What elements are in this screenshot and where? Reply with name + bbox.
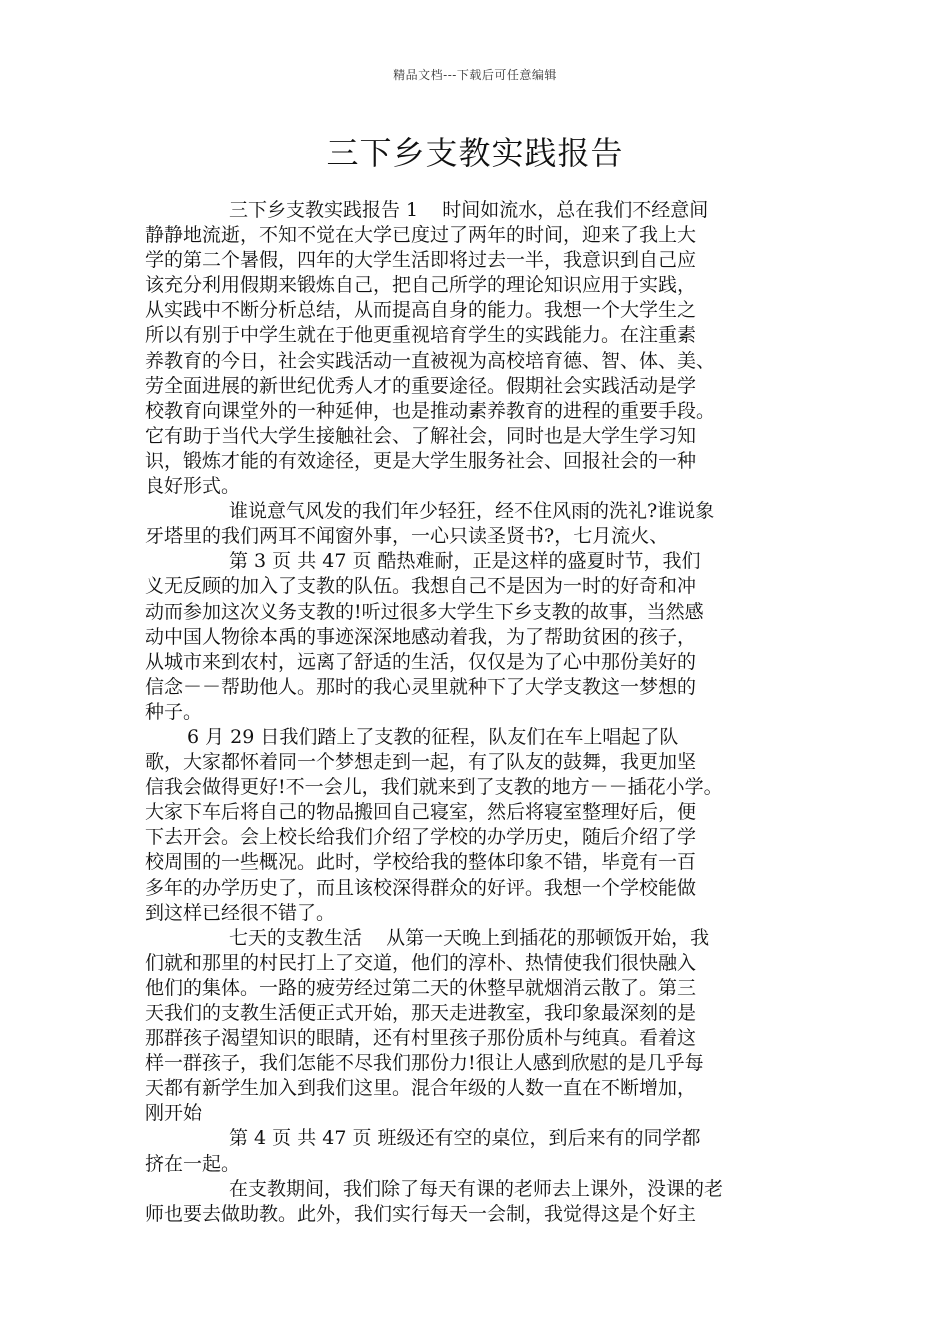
text-line: 校教育向课堂外的一种延伸，也是推动素养教育的进程的重要手段。 [145,399,716,422]
text-line: 动而参加这次义务支教的!听过很多大学生下乡支教的故事，当然感 [145,600,704,623]
text-line: 下去开会。会上校长给我们介绍了学校的办学历史，随后介绍了学 [145,826,697,849]
page-header-note: 精品文档---下载后可任意编辑 [393,68,557,82]
text-line: 在支教期间，我们除了每天有课的老师去上课外，没课的老 [229,1177,724,1200]
text-line: 七天的支教生活 从第一天晚上到插花的那顿饭开始，我 [229,926,710,949]
text-line: 养教育的今日，社会实践活动一直被视为高校培育德、智、体、美、 [145,349,716,372]
text-line: 师也要去做助教。此外，我们实行每天一会制，我觉得这是个好主 [145,1202,697,1225]
text-line: 良好形式。 [145,475,241,498]
text-line: 歌，大家都怀着同一个梦想走到一起，有了队友的鼓舞，我更加坚 [145,751,697,774]
text-line: 动中国人物徐本禹的事迹深深地感动着我，为了帮助贫困的孩子， [145,625,697,648]
text-line: 6 月 29 日我们踏上了支教的征程，队友们在车上唱起了队 [187,725,679,748]
text-line: 们就和那里的村民打上了交道，他们的淳朴、热情使我们很快融入 [145,951,697,974]
text-line: 三下乡支教实践报告 1 时间如流水，总在我们不经意间 [229,199,709,221]
text-line: 它有助于当代大学生接触社会、了解社会，同时也是大学生学习知 [145,424,697,447]
text-line: 第 4 页 共 47 页 班级还有空的桌位，到后来有的同学都 [229,1127,701,1150]
document-title: 三下乡支教实践报告 [326,134,624,172]
text-line: 静静地流逝，不知不觉在大学已度过了两年的时间，迎来了我上大 [145,224,697,247]
document-body [145,198,817,1227]
text-line: 劳全面进展的新世纪优秀人才的重要途径。假期社会实践活动是学 [145,374,697,397]
text-line: 挤在一起。 [145,1152,241,1175]
text-line: 从实践中不断分析总结，从而提高自身的能力。我想一个大学生之 [145,299,697,322]
text-line: 到这样已经很不错了。 [145,901,336,924]
text-line: 学的第二个暑假，四年的大学生活即将过去一半，我意识到自己应 [145,249,697,272]
text-line: 所以有别于中学生就在于他更重视培育学生的实践能力。在注重素 [145,324,697,347]
text-line: 信我会做得更好!不一会儿，我们就来到了支教的地方－－插花小学。 [145,776,723,799]
text-line: 识，锻炼才能的有效途径，更是大学生服务社会、回报社会的一种 [145,449,697,472]
text-line: 校周围的一些概况。此时，学校给我的整体印象不错，毕竟有一百 [145,851,697,874]
text-line: 种子。 [145,700,203,723]
text-line: 谁说意气风发的我们年少轻狂，经不住风雨的洗礼?谁说象 [229,500,715,523]
text-line: 他们的集体。一路的疲劳经过第二天的休整早就烟消云散了。第三 [145,976,697,999]
text-line: 刚开始 [145,1102,203,1125]
text-line: 多年的办学历史了，而且该校深得群众的好评。我想一个学校能做 [145,876,697,899]
text-line: 天都有新学生加入到我们这里。混合年级的人数一直在不断增加， [145,1077,697,1100]
text-line: 信念－－帮助他人。那时的我心灵里就种下了大学支教这一梦想的 [145,675,697,698]
text-line: 第 3 页 共 47 页 酷热难耐，正是这样的盛夏时节，我们 [229,550,701,573]
text-line: 牙塔里的我们两耳不闻窗外事，一心只读圣贤书?，七月流火、 [145,525,669,548]
text-line: 那群孩子渴望知识的眼睛，还有村里孩子那份质朴与纯真。看着这 [145,1027,697,1050]
text-line: 义无反顾的加入了支教的队伍。我想自己不是因为一时的好奇和冲 [145,575,697,598]
text-line: 大家下车后将自己的物品搬回自己寝室，然后将寝室整理好后，便 [145,801,697,824]
text-line: 样一群孩子，我们怎能不尽我们那份力!很让人感到欣慰的是几乎每 [145,1052,704,1075]
text-line: 天我们的支教生活便正式开始，那天走进教室，我印象最深刻的是 [145,1002,697,1024]
text-line: 从城市来到农村，远离了舒适的生活，仅仅是为了心中那份美好的 [145,650,697,673]
text-line: 该充分利用假期来锻炼自己，把自己所学的理论知识应用于实践， [145,274,697,297]
